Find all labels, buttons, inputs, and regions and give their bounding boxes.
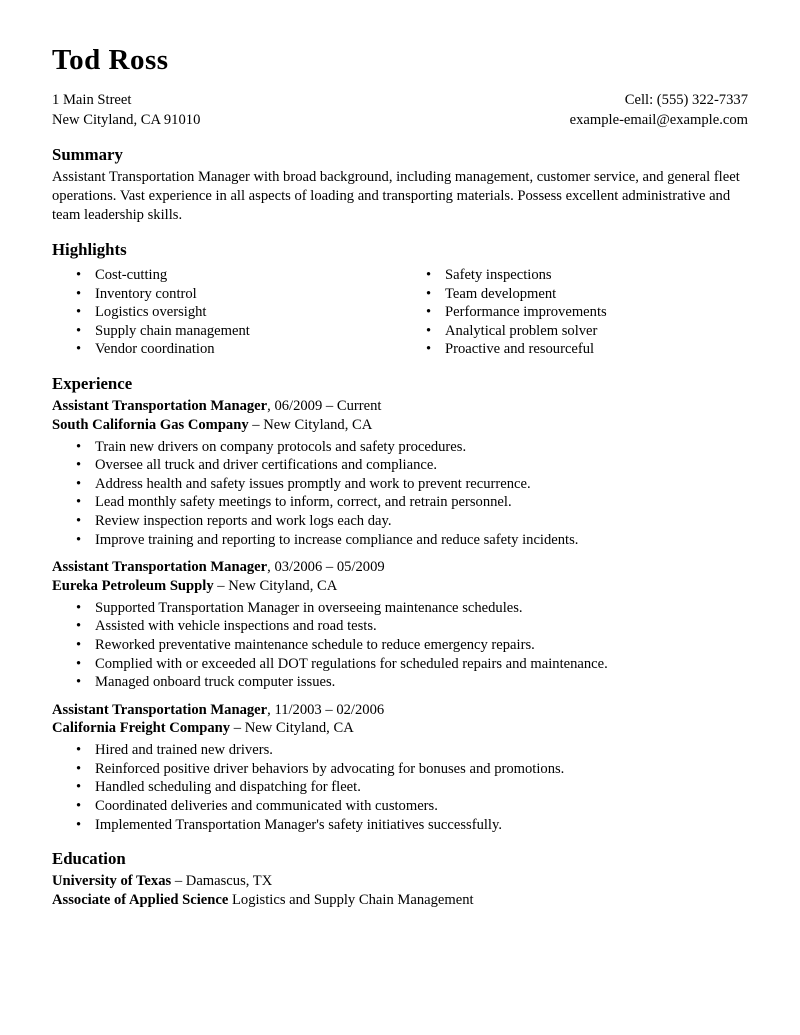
bullet-item: • Hired and trained new drivers. — [52, 741, 748, 760]
bullet-item: • Analytical problem solver — [402, 322, 748, 341]
bullet-item: • Reinforced positive driver behaviors by advocating for bonuses and promotions. — [52, 760, 748, 779]
bullet-item: • Train new drivers on company protocols and safety procedures. — [52, 438, 748, 457]
bullet-item: • Safety inspections — [402, 266, 748, 285]
job-entry-1 — [52, 397, 748, 549]
bullet-item: • Proactive and resourceful — [402, 340, 748, 359]
job-company-line — [52, 719, 748, 738]
job-entry-3 — [52, 701, 748, 835]
bullet-item: • Vendor coordination — [52, 340, 402, 359]
education-location: – Damascus, TX — [171, 873, 273, 890]
bullet-item: • Supported Transportation Manager in overseeing maintenance schedules. — [52, 599, 748, 618]
phone-email-block — [570, 90, 748, 130]
address-line-2: New Cityland, CA 91010 — [52, 112, 201, 128]
bullet-item: • Team development — [402, 285, 748, 304]
bullet-item: • Complied with or exceeded all DOT regulations for scheduled repairs and maintenance. — [52, 655, 748, 674]
job-dates: , 06/2009 – Current — [267, 397, 382, 414]
job-entry-2 — [52, 558, 748, 692]
bullet-item: • Supply chain management — [52, 322, 402, 341]
bullet-item: • Improve training and reporting to increase compliance and reduce safety incidents. — [52, 531, 748, 550]
job-company-line — [52, 577, 748, 596]
experience-heading: Experience — [52, 373, 133, 393]
address-line-1: 1 Main Street — [52, 92, 132, 108]
summary-text: Assistant Transportation Manager with broad background, including management, customer service, and general fleet operations. Vast experience in all aspects of loading and transporting materials. Possess excellent administrative and team leadership skills. — [52, 169, 740, 223]
bullet-item: • Inventory control — [52, 285, 402, 304]
bullet-item: • Handled scheduling and dispatching for fleet. — [52, 778, 748, 797]
education-entry — [52, 872, 748, 910]
bullet-item: • Assisted with vehicle inspections and road tests. — [52, 617, 748, 636]
job-company: Eureka Petroleum Supply — [52, 577, 214, 594]
education-school: University of Texas — [52, 873, 172, 890]
cell-phone: Cell: (555) 322-7337 — [624, 92, 748, 108]
education-degree-line — [52, 891, 748, 910]
job-dates: , 03/2006 – 05/2009 — [267, 559, 385, 576]
bullet-item: • Oversee all truck and driver certifications and compliance. — [52, 456, 748, 475]
bullet-item: • Implemented Transportation Manager's safety initiatives successfully. — [52, 816, 748, 835]
bullet-item: • Address health and safety issues promptly and work to prevent recurrence. — [52, 475, 748, 494]
job-location: – New Cityland, CA — [248, 416, 373, 433]
education-field: Logistics and Supply Chain Management — [228, 892, 474, 909]
job-company: California Freight Company — [52, 720, 231, 737]
job-title: Assistant Transportation Manager — [52, 559, 268, 576]
summary-heading: Summary — [52, 145, 123, 164]
bullet-item: • Lead monthly safety meetings to inform, correct, and retrain personnel. — [52, 493, 748, 512]
job-bullet-list — [52, 741, 748, 834]
contact-block — [52, 90, 748, 130]
job-bullet-list — [52, 438, 748, 550]
address-block — [52, 90, 200, 130]
job-title-line — [52, 558, 748, 577]
highlights-columns — [52, 263, 748, 359]
education-heading: Education — [52, 849, 126, 869]
job-title: Assistant Transportation Manager — [52, 701, 268, 718]
education-degree: Associate of Applied Science — [52, 892, 229, 909]
highlights-heading: Highlights — [52, 240, 127, 259]
section-education — [52, 849, 748, 910]
bullet-item: • Logistics oversight — [52, 303, 402, 322]
job-title-line — [52, 397, 748, 416]
job-bullet-list — [52, 599, 748, 692]
section-summary — [52, 145, 748, 225]
education-school-line — [52, 872, 748, 891]
highlights-list-left — [52, 266, 402, 359]
job-dates: , 11/2003 – 02/2006 — [267, 701, 385, 718]
job-location: – New Cityland, CA — [230, 720, 354, 737]
bullet-item: • Managed onboard truck computer issues. — [52, 673, 748, 692]
bullet-item: • Coordinated deliveries and communicated with customers. — [52, 797, 748, 816]
person-name: Tod Ross — [52, 44, 169, 76]
bullet-item: • Reworked preventative maintenance schedule to reduce emergency repairs. — [52, 636, 748, 655]
job-company: South California Gas Company — [52, 416, 249, 433]
section-highlights — [52, 240, 748, 359]
bullet-item: • Review inspection reports and work logs each day. — [52, 512, 748, 531]
job-title: Assistant Transportation Manager — [52, 397, 268, 414]
job-title-line — [52, 701, 748, 720]
job-location: – New Cityland, CA — [213, 577, 338, 594]
email-address: example-email@example.com — [569, 112, 748, 128]
bullet-item: • Cost-cutting — [52, 266, 402, 285]
bullet-item: • Performance improvements — [402, 303, 748, 322]
section-experience — [52, 374, 748, 834]
job-company-line — [52, 416, 748, 435]
highlights-list-right — [402, 266, 748, 359]
